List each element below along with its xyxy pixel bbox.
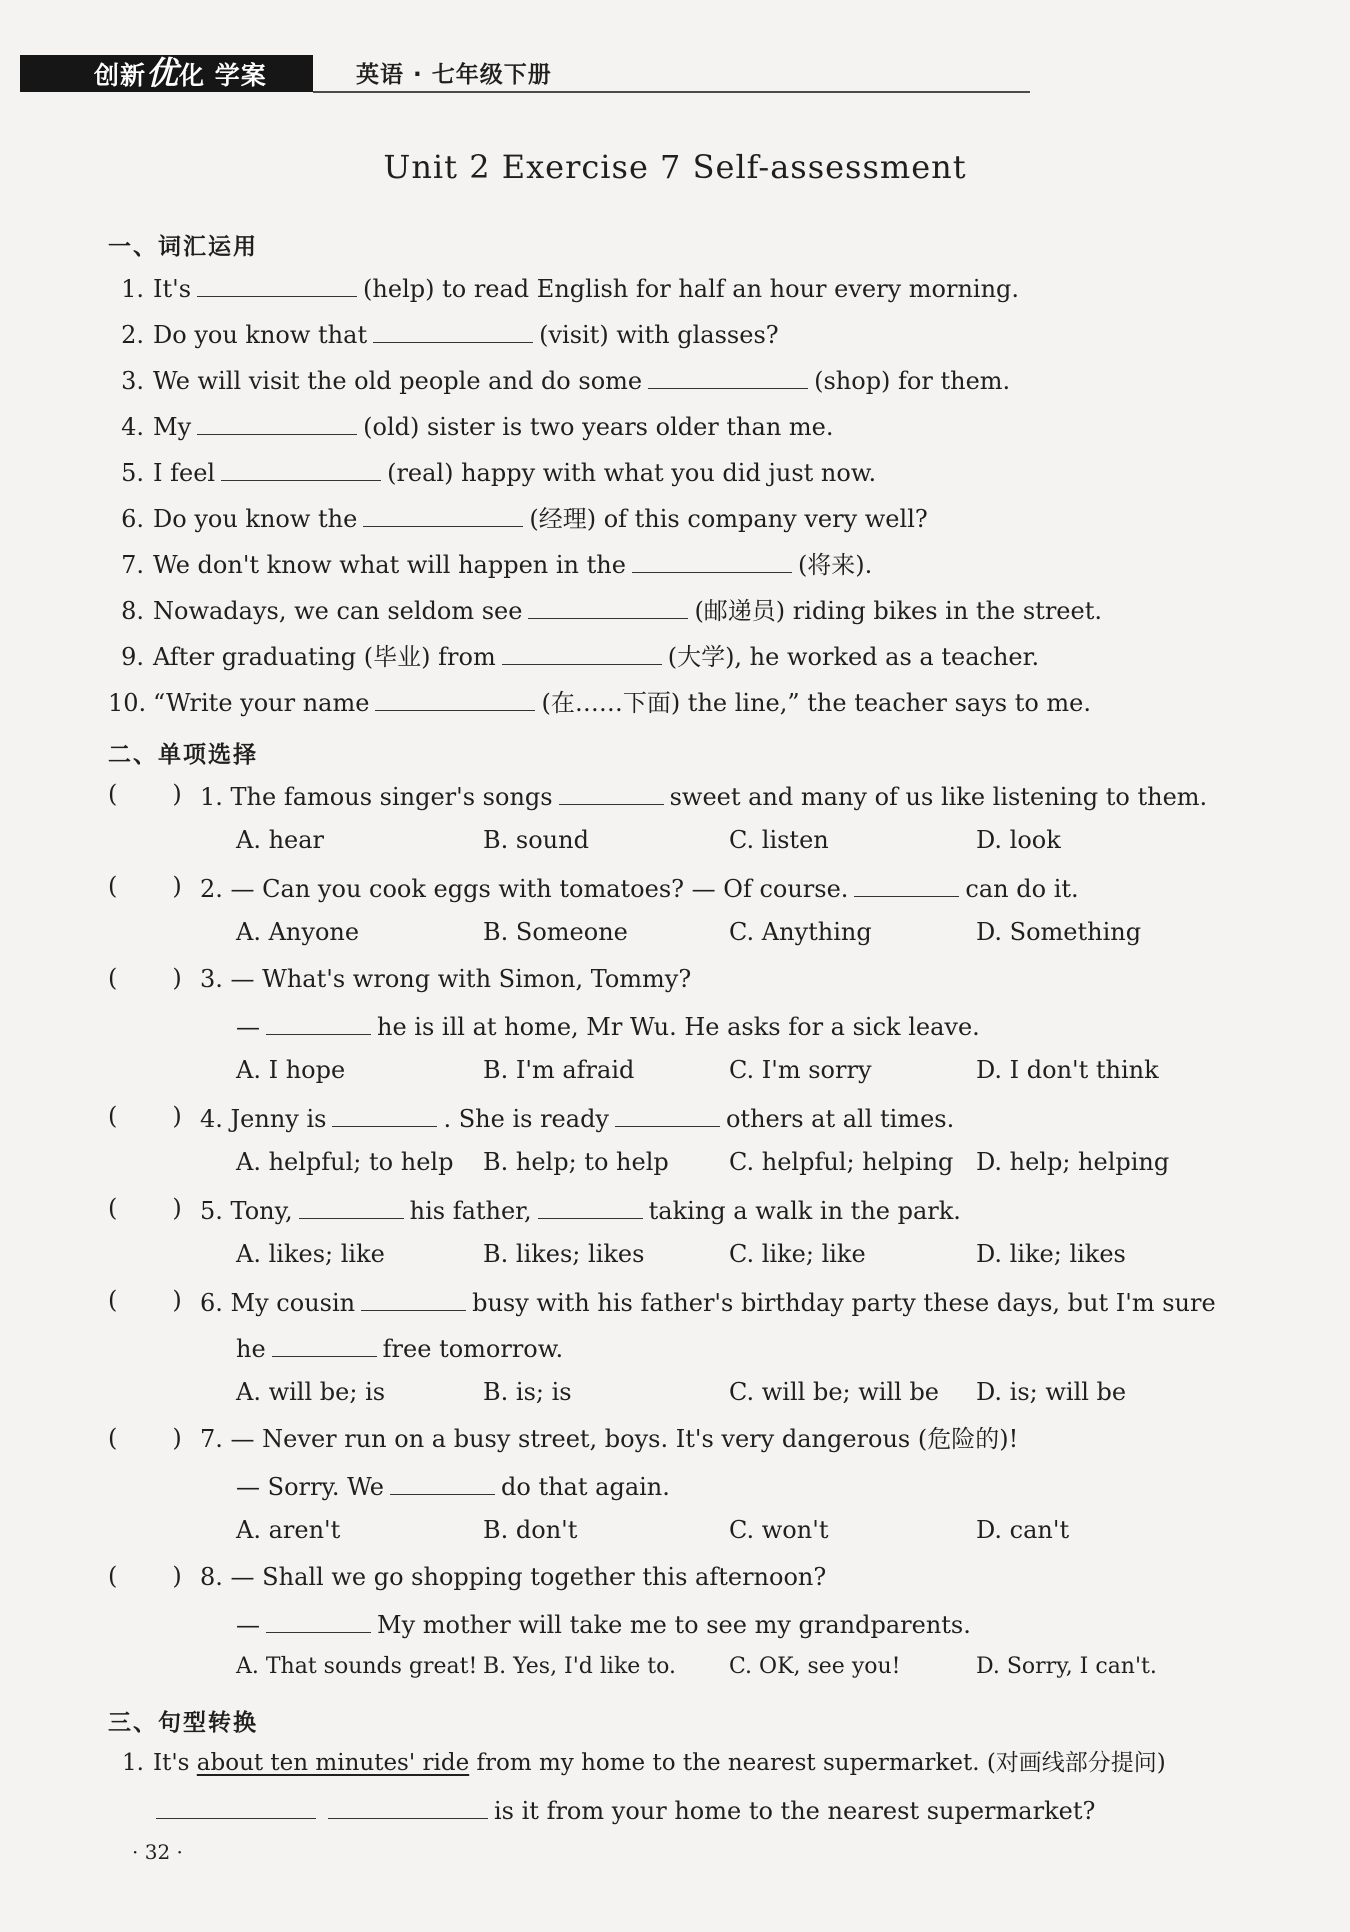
answer-parentheses[interactable]: ( ) [108,1562,182,1590]
mc-question-6: 6. My cousin busy with his father's birthday party these days, but I'm sure [200,1286,1216,1318]
answer-parentheses[interactable]: ( ) [108,964,182,992]
option-a[interactable]: A. Anyone [236,918,360,946]
option-a[interactable]: A. will be; is [236,1378,386,1406]
transform-item-1: 1. It's about ten minutes' ride from my home to the nearest supermarket. (对画线部分提问) [122,1750,1166,1776]
option-d[interactable]: D. look [976,826,1061,854]
option-b[interactable]: B. I'm afraid [483,1056,635,1084]
option-c[interactable]: C. like; like [729,1240,866,1268]
answer-blank[interactable] [197,410,357,435]
answer-blank[interactable] [299,1194,404,1219]
answer-blank[interactable] [615,1102,720,1127]
answer-blank[interactable] [528,594,688,619]
option-b[interactable]: B. Yes, I'd like to. [483,1654,676,1679]
mc-question-1: 1. The famous singer's songs sweet and many of us like listening to them. [200,780,1207,812]
option-c[interactable]: C. will be; will be [729,1378,940,1406]
subject-label: 英语 · 七年级下册 [356,62,552,88]
mc-question-8: 8. — Shall we go shopping together this afternoon? [200,1563,827,1591]
brand-text-b: 优 [146,54,180,92]
option-d[interactable]: D. is; will be [976,1378,1127,1406]
vocab-item-8: 8. Nowadays, we can seldom see (邮递员) riding bikes in the street. [108,594,1102,626]
answer-blank[interactable] [156,1794,316,1819]
page-title: Unit 2 Exercise 7 Self-assessment [383,148,967,186]
option-a[interactable]: A. I hope [236,1056,346,1084]
option-d[interactable]: D. help; helping [976,1148,1170,1176]
vocab-item-7: 7. We don't know what will happen in the (将来). [108,548,872,580]
mc-question-5: 5. Tony, his father, taking a walk in the park. [200,1194,961,1226]
option-c[interactable]: C. won't [729,1516,829,1544]
answer-blank[interactable] [332,1102,437,1127]
option-a[interactable]: A. hear [236,826,325,854]
answer-blank[interactable] [502,640,662,665]
option-a[interactable]: A. That sounds great! [236,1654,478,1679]
answer-blank[interactable] [559,780,664,805]
answer-parentheses[interactable]: ( ) [108,1424,182,1452]
answer-blank[interactable] [854,872,959,897]
mc-question-8-reply: — My mother will take me to see my grandparents. [236,1608,971,1640]
option-c[interactable]: C. OK, see you! [729,1654,901,1679]
vocab-item-2: 2. Do you know that (visit) with glasses? [108,318,779,350]
option-c[interactable]: C. helpful; helping [729,1148,954,1176]
mc-question-4: 4. Jenny is . She is ready others at all times. [200,1102,954,1134]
option-a[interactable]: A. aren't [236,1516,341,1544]
brand-banner [20,55,313,92]
answer-blank[interactable] [328,1794,488,1819]
answer-blank[interactable] [632,548,792,573]
vocab-item-9: 9. After graduating (毕业) from (大学), he worked as a teacher. [108,640,1039,672]
mc-question-6-cont: he free tomorrow. [236,1332,563,1364]
option-b[interactable]: B. sound [483,826,589,854]
mc-question-2: 2. — Can you cook eggs with tomatoes? — Of course. can do it. [200,872,1079,904]
answer-parentheses[interactable]: ( ) [108,1286,182,1314]
option-b[interactable]: B. don't [483,1516,578,1544]
underlined-phrase: about ten minutes' ride [196,1750,470,1776]
vocab-item-4: 4. My (old) sister is two years older than me. [108,410,834,442]
answer-parentheses[interactable]: ( ) [108,1102,182,1130]
option-d[interactable]: D. I don't think [976,1056,1159,1084]
header-divider [313,91,1030,93]
option-b[interactable]: B. is; is [483,1378,572,1406]
brand-text-d: 学案 [214,61,267,90]
answer-blank[interactable] [272,1332,377,1357]
answer-blank[interactable] [363,502,523,527]
option-d[interactable]: D. Sorry, I can't. [976,1654,1157,1679]
answer-parentheses[interactable]: ( ) [108,1194,182,1222]
answer-blank[interactable] [390,1470,495,1495]
option-c[interactable]: C. Anything [729,918,872,946]
answer-parentheses[interactable]: ( ) [108,780,182,808]
answer-blank[interactable] [266,1010,371,1035]
answer-blank[interactable] [538,1194,643,1219]
vocab-item-5: 5. I feel (real) happy with what you did just now. [108,456,876,488]
transform-item-1-answer: is it from your home to the nearest supermarket? [150,1794,1095,1826]
answer-blank[interactable] [221,456,381,481]
vocab-item-3: 3. We will visit the old people and do some (shop) for them. [108,364,1010,396]
option-a[interactable]: A. helpful; to help [236,1148,454,1176]
option-c[interactable]: C. listen [729,826,829,854]
brand-text-c: 化 [179,61,206,90]
brand-text-a: 创新 [94,61,147,90]
answer-blank[interactable] [361,1286,466,1311]
mc-question-7-reply: — Sorry. We do that again. [236,1470,670,1502]
option-a[interactable]: A. likes; like [236,1240,385,1268]
answer-blank[interactable] [266,1608,371,1633]
option-b[interactable]: B. help; to help [483,1148,669,1176]
answer-blank[interactable] [375,686,535,711]
section-title-choice: 二、单项选择 [108,742,258,768]
vocab-item-1: 1. It's (help) to read English for half an hour every morning. [108,272,1019,304]
section-title-transform: 三、句型转换 [108,1710,258,1736]
vocab-item-10: 10. “Write your name (在……下面) the line,” the teacher says to me. [108,686,1091,718]
answer-blank[interactable] [648,364,808,389]
option-b[interactable]: B. likes; likes [483,1240,645,1268]
option-d[interactable]: D. can't [976,1516,1070,1544]
section-title-vocab: 一、词汇运用 [108,234,258,260]
answer-parentheses[interactable]: ( ) [108,872,182,900]
page-number: · 32 · [132,1840,183,1864]
mc-question-3-reply: — he is ill at home, Mr Wu. He asks for a sick leave. [236,1010,980,1042]
mc-question-3: 3. — What's wrong with Simon, Tommy? [200,965,692,993]
option-b[interactable]: B. Someone [483,918,628,946]
option-c[interactable]: C. I'm sorry [729,1056,872,1084]
mc-question-7: 7. — Never run on a busy street, boys. It's very dangerous (危险的)! [200,1425,1019,1453]
option-d[interactable]: D. like; likes [976,1240,1126,1268]
option-d[interactable]: D. Something [976,918,1142,946]
answer-blank[interactable] [197,272,357,297]
answer-blank[interactable] [373,318,533,343]
vocab-item-6: 6. Do you know the (经理) of this company very well? [108,502,928,534]
